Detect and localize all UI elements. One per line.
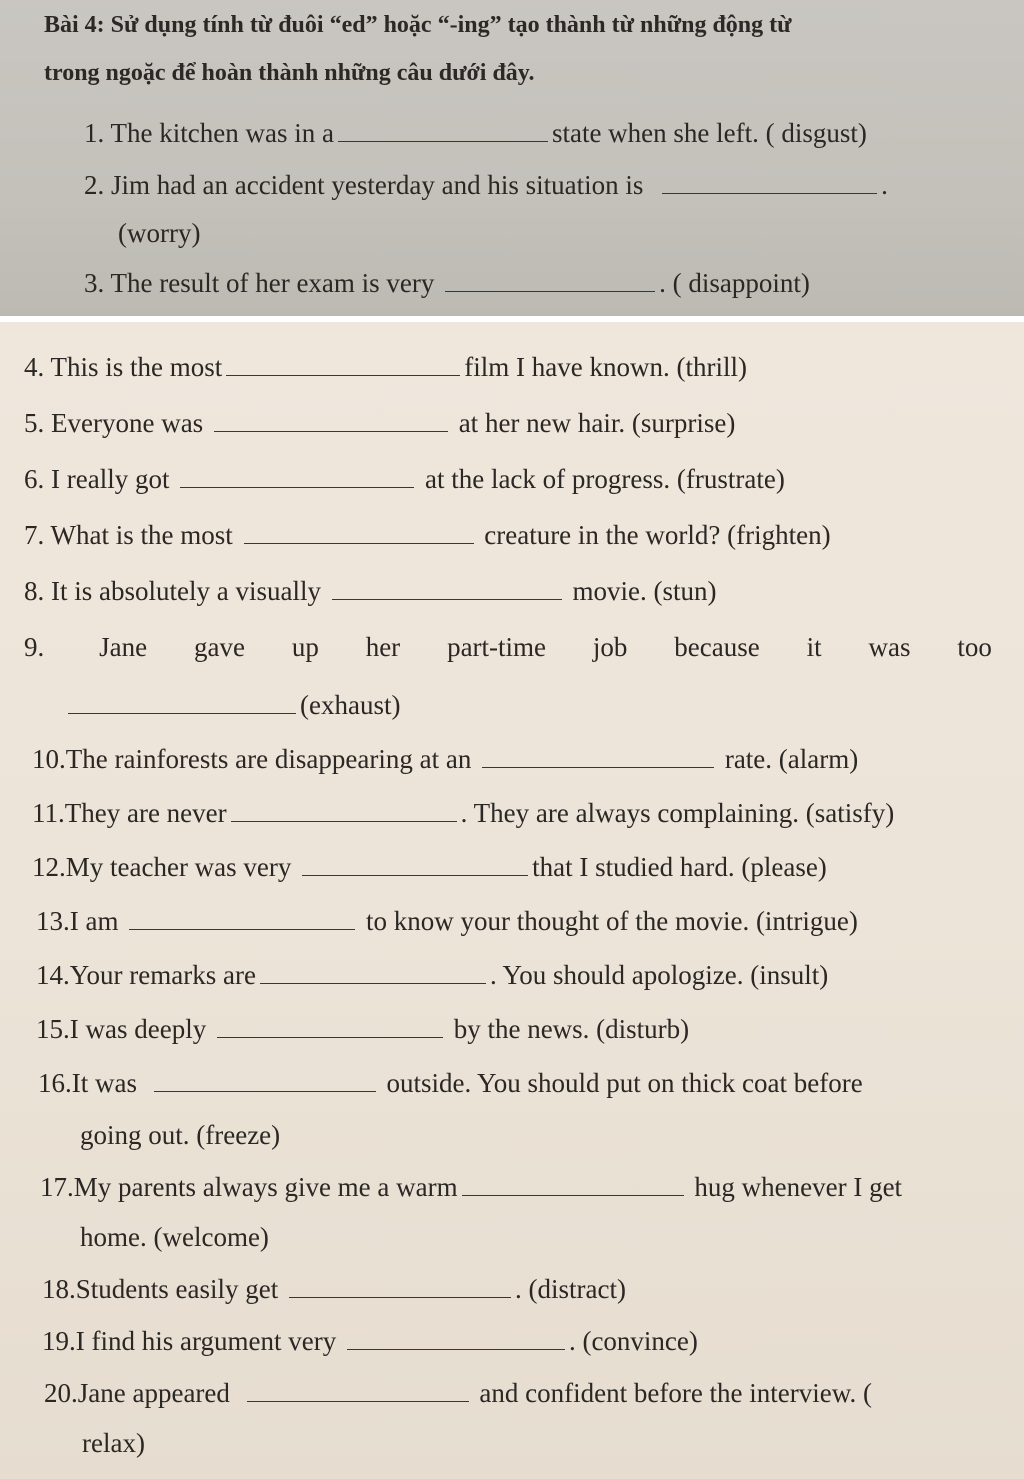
answer-blank[interactable]	[462, 1194, 684, 1196]
answer-blank[interactable]	[332, 598, 562, 600]
question-8: 8. It is absolutely a visually movie. (stun)	[24, 576, 717, 606]
question-20-continued: relax)	[82, 1428, 145, 1458]
question-3: 3. The result of her exam is very . ( disappoint)	[84, 268, 810, 298]
question-9: 9. Jane gave up her part-time job because it was too	[24, 632, 992, 662]
question-7: 7. What is the most creature in the world? (frighten)	[24, 520, 831, 550]
question-2: 2. Jim had an accident yesterday and his situation is .	[84, 170, 888, 200]
question-10: 10.The rainforests are disappearing at an rate. (alarm)	[32, 744, 859, 774]
answer-blank[interactable]	[214, 430, 448, 432]
question-16: 16.It was outside. You should put on thick coat before	[38, 1068, 863, 1098]
answer-blank[interactable]	[260, 982, 486, 984]
question-2-continued: (worry)	[118, 218, 201, 248]
answer-blank[interactable]	[302, 874, 528, 876]
question-18: 18.Students easily get . (distract)	[42, 1274, 626, 1304]
question-15: 15.I was deeply by the news. (disturb)	[36, 1014, 690, 1044]
answer-blank[interactable]	[226, 374, 460, 376]
answer-blank[interactable]	[154, 1090, 376, 1092]
question-13: 13.I am to know your thought of the movie. (intrigue)	[36, 906, 858, 936]
answer-blank[interactable]	[445, 290, 655, 292]
answer-blank[interactable]	[217, 1036, 443, 1038]
answer-blank[interactable]	[180, 486, 414, 488]
question-9-continued: (exhaust)	[64, 690, 400, 721]
exercise-title-line1: Bài 4: Sử dụng tính từ đuôi “ed” hoặc “-ing” tạo thành từ những động từ	[44, 12, 792, 38]
answer-blank[interactable]	[68, 712, 296, 714]
answer-blank[interactable]	[289, 1296, 511, 1298]
question-16-continued: going out. (freeze)	[80, 1120, 281, 1150]
answer-blank[interactable]	[482, 766, 714, 768]
question-1: 1. The kitchen was in a state when she left. ( disgust)	[84, 118, 867, 148]
question-17-continued: home. (welcome)	[80, 1222, 269, 1252]
answer-blank[interactable]	[244, 542, 474, 544]
question-14: 14.Your remarks are . You should apologize. (insult)	[36, 960, 829, 990]
question-19: 19.I find his argument very . (convince)	[42, 1326, 698, 1356]
question-11: 11.They are never . They are always complaining. (satisfy)	[32, 798, 895, 828]
answer-blank[interactable]	[662, 192, 877, 194]
answer-blank[interactable]	[247, 1400, 469, 1402]
answer-blank[interactable]	[231, 820, 457, 822]
question-17: 17.My parents always give me a warm hug whenever I get	[40, 1172, 903, 1202]
question-12: 12.My teacher was very that I studied hard. (please)	[32, 852, 827, 882]
question-4: 4. This is the most film I have known. (thrill)	[24, 352, 747, 382]
answer-blank[interactable]	[347, 1348, 565, 1350]
exercise-title-line2: trong ngoặc để hoàn thành những câu dưới đây.	[44, 60, 535, 86]
bottom-photo-section	[0, 322, 1024, 1479]
answer-blank[interactable]	[338, 140, 548, 142]
question-5: 5. Everyone was at her new hair. (surprise)	[24, 408, 736, 438]
question-6: 6. I really got at the lack of progress. (frustrate)	[24, 464, 785, 494]
answer-blank[interactable]	[129, 928, 355, 930]
question-20: 20.Jane appeared and confident before the interview. (	[44, 1378, 872, 1408]
